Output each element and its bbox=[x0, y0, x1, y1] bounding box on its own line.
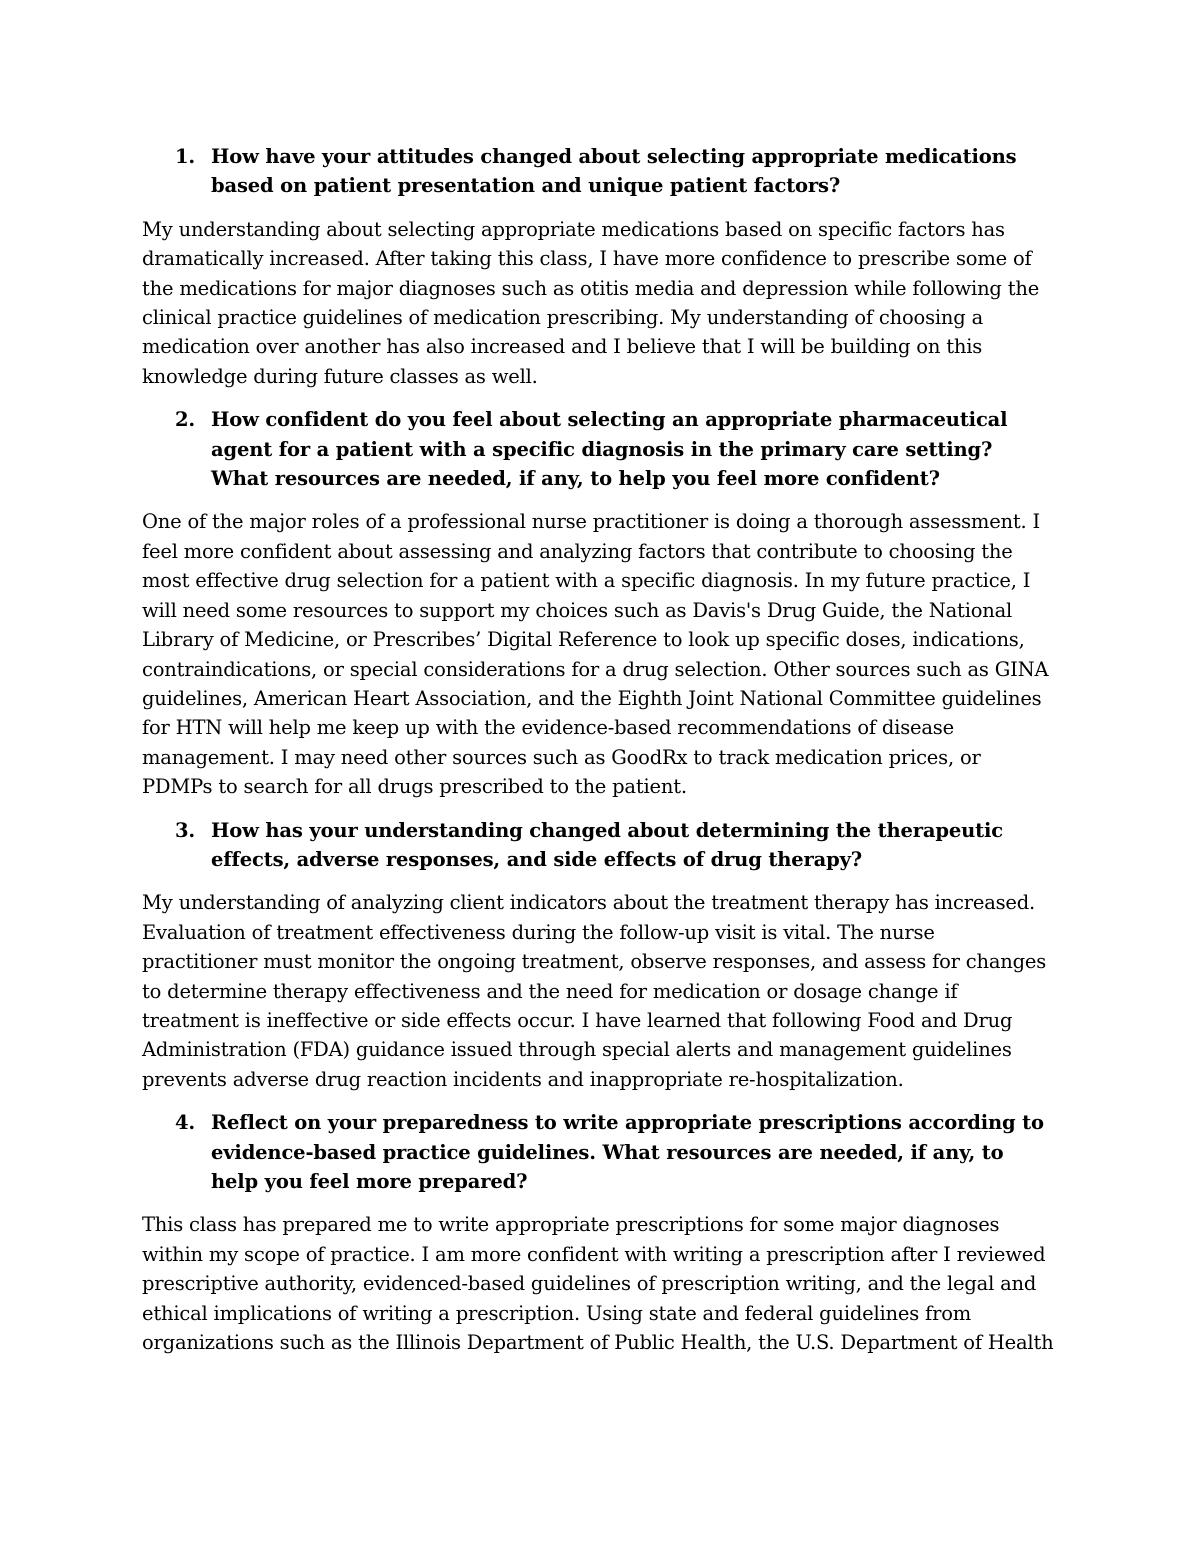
question-text: Reflect on your preparedness to write appropriate prescriptions according to evidence-based practice guidelines. What resources are needed, if any, to help you feel more prepared? bbox=[211, 1111, 1044, 1193]
answer-4: This class has prepared me to write appropriate prescriptions for some major diagnoses within my scope of practice. I am more confident with writing a prescription after I reviewed prescriptive authority, evidenced-based guidelines of prescription writing, and the legal and ethical implications of writing a prescription. Using state and federal guidelines from organizations such as the Illinois Department of Public Health, the U.S. Department of Health bbox=[142, 1213, 1054, 1355]
question-1 bbox=[142, 142, 1054, 201]
question-4 bbox=[142, 1108, 1054, 1196]
question-text: How has your understanding changed about determining the therapeutic effects, adverse responses, and side effects of drug therapy? bbox=[211, 818, 1003, 871]
question-number: 1. bbox=[175, 145, 196, 168]
document-body bbox=[142, 142, 1054, 1357]
answer-1: My understanding about selecting appropriate medications based on specific factors has dramatically increased. After taking this class, I have more confidence to prescribe some of the medications for major diagnoses such as otitis media and depression while following the clinical practice guidelines of medication prescribing. My understanding of choosing a medication over another has also increased and I believe that I will be building on this knowledge during future classes as well. bbox=[142, 217, 1040, 388]
question-text: How confident do you feel about selecting an appropriate pharmaceutical agent for a patient with a specific diagnosis in the primary care setting? What resources are needed, if any, to help you feel more confident? bbox=[211, 408, 1008, 491]
answer-2: One of the major roles of a professional nurse practitioner is doing a thorough assessment. I feel more confident about assessing and analyzing factors that contribute to choosing the most effective drug selection for a patient with a specific diagnosis. In my future practice, I will need some resources to support my choices such as Davis's Drug Guide, the National Library of Medicine, or Prescribes’ Digital Reference to look up specific doses, indications, contraindications, or special considerations for a drug selection. Other sources such as GINA guidelines, American Heart Association, and the Eighth Joint National Committee guidelines for HTN will help me keep up with the evidence-based recommendations of disease management. I may need other sources such as GoodRx to track medication prices, or PDMPs to search for all drugs prescribed to the patient. bbox=[142, 510, 1049, 799]
answer-3: My understanding of analyzing client indicators about the treatment therapy has increased. Evaluation of treatment effectiveness during the follow-up visit is vital. The nurse practitioner must monitor the ongoing treatment, observe responses, and assess for changes to determine therapy effectiveness and the need for medication or dosage change if treatment is ineffective or side effects occur. I have learned that following Food and Drug Administration (FDA) guidance issued through special alerts and management guidelines prevents adverse drug reaction incidents and inappropriate re-hospitalization. bbox=[142, 891, 1047, 1091]
question-number: 4. bbox=[175, 1111, 196, 1135]
question-text: How have your attitudes changed about selecting appropriate medications based on patient presentation and unique patient factors? bbox=[211, 145, 1017, 198]
question-number: 3. bbox=[175, 818, 196, 842]
question-2 bbox=[142, 405, 1054, 493]
question-number: 2. bbox=[175, 408, 196, 432]
question-3 bbox=[142, 816, 1054, 875]
